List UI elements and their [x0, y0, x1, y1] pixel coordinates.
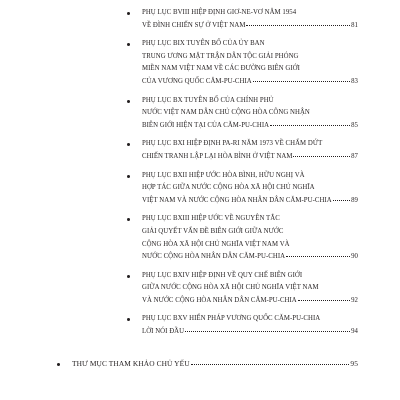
- dot-leader: [185, 326, 350, 332]
- entry-line: NƯỚC CỘNG HÒA NHÂN DÂN CĂM-PU-CHIA: [142, 253, 286, 261]
- entry-line: PHỤ LỤC BXIV HIỆP ĐỊNH VỀ QUY CHẾ BIÊN GIỚI: [142, 271, 303, 279]
- bullet-icon: [57, 363, 60, 366]
- bullet-icon: [127, 175, 130, 178]
- entry-line: MIỀN NAM VIỆT NAM VỀ CÁC ĐƯỜNG BIÊN GIỚI: [142, 65, 300, 73]
- toc-entry-bix[interactable]: [0, 38, 358, 88]
- page-number: 92: [351, 296, 358, 304]
- toc-entry-bxii[interactable]: [0, 170, 358, 208]
- entry-line: PHỤ LỤC BIX TUYÊN BỐ CỦA ỦY BAN: [142, 40, 265, 48]
- bullet-icon: [127, 12, 130, 15]
- toc-entry-bviii[interactable]: [0, 7, 358, 32]
- entry-line: BIÊN GIỚI HIỆN TẠI CỦA CĂM-PU-CHIA: [142, 121, 270, 129]
- dot-leader: [286, 251, 350, 257]
- dot-leader: [253, 76, 350, 82]
- entry-line: LỜI NÓI ĐẦU: [142, 328, 185, 336]
- dot-leader: [246, 20, 350, 26]
- bullet-icon: [127, 275, 130, 278]
- bullet-icon: [127, 218, 130, 221]
- toc-list: [0, 7, 400, 370]
- entry-line: PHỤ LỤC BXV HIẾN PHÁP VƯƠNG QUỐC CĂM-PU-CHIA: [142, 315, 321, 323]
- entry-line: GIỮA NƯỚC CỘNG HÒA XÃ HỘI CHỦ NGHĨA VIỆT NAM: [142, 284, 319, 292]
- entry-line: PHỤ LỤC BXIII HIỆP ƯỚC VỀ NGUYÊN TẮC: [142, 215, 280, 223]
- dot-leader: [270, 120, 350, 126]
- bullet-icon: [127, 100, 130, 103]
- toc-entry-bx[interactable]: [0, 95, 358, 133]
- entry-line: PHỤ LỤC BVIII HIỆP ĐỊNH GIƠ-NE-VƠ NĂM 1954: [142, 9, 297, 16]
- entry-line: CHIẾN TRANH LẬP LẠI HÒA BÌNH Ở VIỆT NAM: [142, 152, 293, 160]
- page-number: 95: [350, 358, 358, 368]
- entry-line: NƯỚC VIỆT NAM DÂN CHỦ CỘNG HÒA CÔNG NHẬN: [142, 109, 310, 117]
- entry-line: HỢP TÁC GIỮA NƯỚC CỘNG HÒA XÃ HỘI CHỦ NGHĨA: [142, 184, 315, 192]
- entry-line: PHỤ LỤC BXI HIỆP ĐỊNH PA-RI NĂM 1973 VỀ CHẤM DỨT: [142, 140, 323, 148]
- entry-line: CỦA VƯƠNG QUỐC CĂM-PU-CHIA: [142, 77, 252, 85]
- entry-line: VỀ ĐÌNH CHIẾN SỰ Ở VIỆT NAM: [142, 21, 246, 29]
- bullet-icon: [127, 143, 130, 146]
- toc-entry-bxv[interactable]: [0, 313, 358, 338]
- bullet-icon: [127, 318, 130, 321]
- page-number: 87: [351, 152, 358, 160]
- dot-leader: [333, 195, 350, 201]
- page-number: 83: [351, 77, 358, 85]
- toc-entry-bxiii[interactable]: [0, 213, 358, 263]
- dot-leader: [293, 151, 350, 157]
- page-number: 94: [351, 328, 358, 336]
- toc-entry-bxiv[interactable]: [0, 270, 358, 308]
- entry-line: GIẢI QUYẾT VẤN ĐỀ BIÊN GIỚI GIỮA NƯỚC: [142, 227, 284, 235]
- page-number: 85: [351, 121, 358, 129]
- entry-line: TRUNG ƯƠNG MẶT TRẬN DÂN TỘC GIẢI PHÓNG: [142, 52, 299, 60]
- page-number: 81: [351, 21, 358, 29]
- bullet-icon: [127, 43, 130, 46]
- entry-line: THƯ MỤC THAM KHẢO CHỦ YẾU: [72, 358, 190, 368]
- entry-line: PHỤ LỤC BXII HIỆP ƯỚC HÒA BÌNH, HỮU NGHỊ VÀ: [142, 171, 305, 179]
- entry-line: PHỤ LỤC BX TUYÊN BỐ CỦA CHÍNH PHỦ: [142, 96, 274, 104]
- dot-leader: [298, 295, 350, 301]
- entry-line: CỘNG HÒA XÃ HỘI CHỦ NGHĨA VIỆT NAM VÀ: [142, 240, 290, 248]
- entry-line: VIỆT NAM VÀ NƯỚC CỘNG HÒA NHÂN DÂN CĂM-PU-CHIA: [142, 196, 332, 204]
- toc-entry-bxi[interactable]: [0, 138, 358, 163]
- page-number: 89: [351, 196, 358, 204]
- toc-entry-references[interactable]: [0, 358, 358, 371]
- dot-leader: [191, 358, 350, 365]
- entry-line: VÀ NƯỚC CỘNG HÒA NHÂN DÂN CĂM-PU-CHIA: [142, 296, 297, 304]
- page-number: 90: [351, 253, 358, 261]
